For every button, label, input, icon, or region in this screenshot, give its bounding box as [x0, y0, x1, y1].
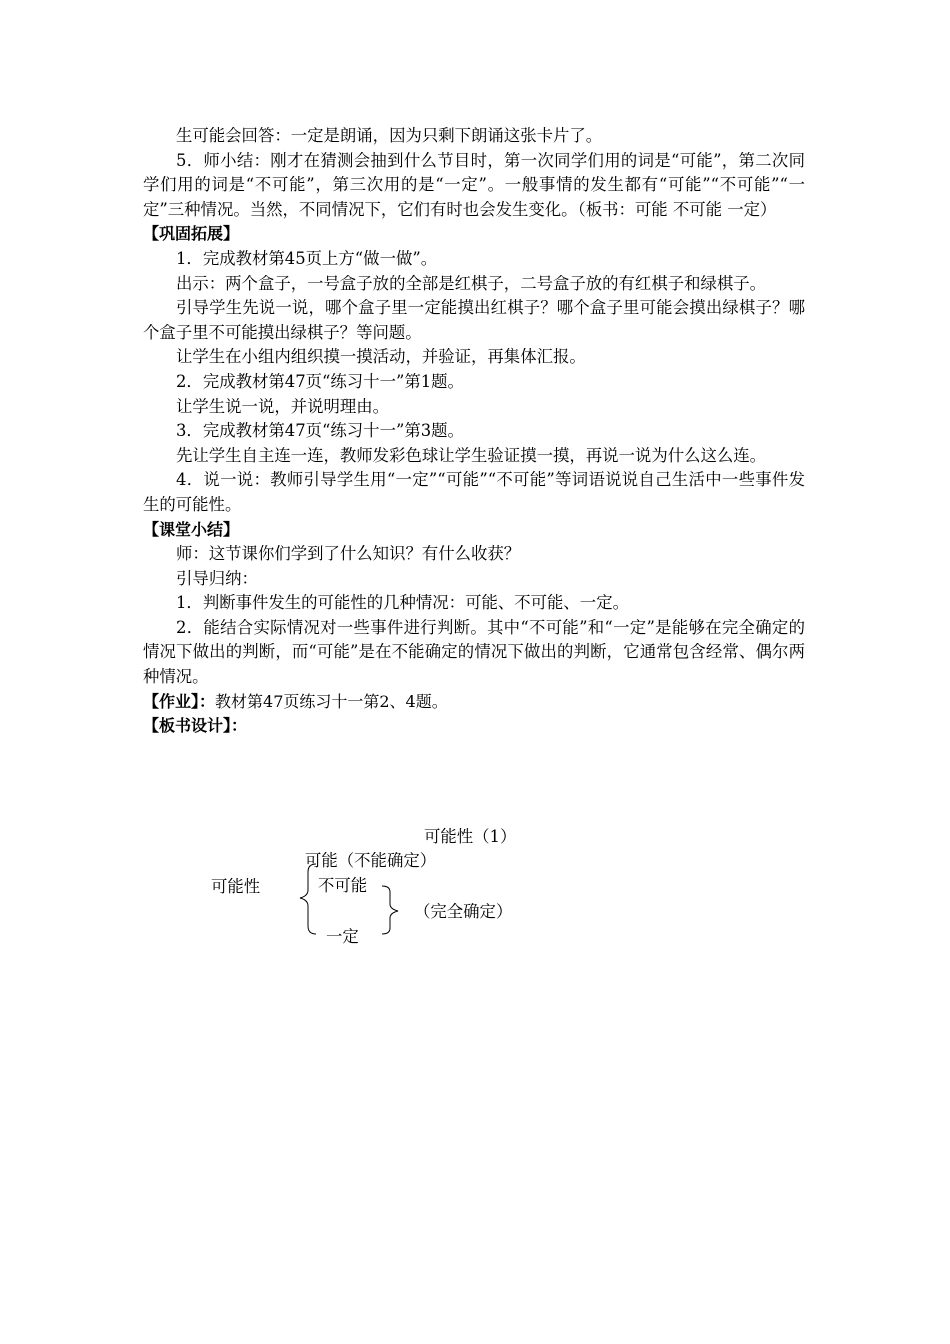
section-heading-label: 【巩固拓展】 — [143, 224, 240, 244]
board-item-certain: 一定 — [326, 927, 359, 946]
board-certain-label: （完全确定） — [414, 902, 513, 921]
right-brace-icon — [380, 884, 404, 936]
section-heading-label: 【板书设计】： — [143, 716, 248, 736]
section-heading — [143, 714, 805, 739]
paragraph: 5．师小结：刚才在猜测会抽到什么节目时，第一次同学们用的词是“可能”，第二次同学们用的词是“不可能”，第三次用的是“一定”。一般事情的发生都有“可能”“不可能”“一定”三种情况。当然，不同情况下，它们有时也会发生变化。（板书：可能 不可能 一定） — [143, 150, 805, 219]
board-item-impossible: 不可能 — [318, 876, 368, 895]
paragraph: 先让学生自主连一连，教师发彩色球让学生验证摸一摸，再说一说为什么这么连。 — [176, 445, 767, 465]
section-heading-label: 【课堂小结】 — [143, 519, 240, 539]
section-heading-label: 【作业】： — [143, 691, 216, 711]
paragraph: 出示：两个盒子，一号盒子放的全部是红棋子，二号盒子放的有红棋子和绿棋子。 — [176, 273, 767, 293]
paragraph: 4．说一说：教师引导学生用“一定”“可能”“不可能”等词语说说自己生活中一些事件发生的可能性。 — [143, 470, 805, 514]
section-heading — [143, 690, 805, 715]
paragraph: 让学生说一说，并说明理由。 — [176, 396, 390, 416]
section-heading-tail: 教材第47页练习十一第2、4题。 — [215, 691, 448, 711]
left-brace-icon — [296, 862, 320, 936]
paragraph: 师：这节课你们学到了什么知识？有什么收获？ — [176, 544, 521, 564]
paragraph: 1．判断事件发生的可能性的几种情况：可能、不可能、一定。 — [176, 593, 629, 613]
paragraph: 生可能会回答：一定是朗诵，因为只剩下朗诵这张卡片了。 — [176, 126, 603, 145]
board-title: 可能性（1） — [424, 827, 517, 846]
paragraph: 1．完成教材第45页上方“做一做”。 — [176, 248, 438, 268]
paragraph: 3．完成教材第47页“练习十一”第3题。 — [176, 421, 464, 441]
section-heading — [143, 222, 805, 247]
board-item-possible: 可能（不能确定） — [305, 851, 437, 870]
lesson-text — [143, 124, 805, 739]
paragraph: 2．完成教材第47页“练习十一”第1题。 — [176, 371, 464, 391]
paragraph: 2．能结合实际情况对一些事件进行判断。其中“不可能”和“一定”是能够在完全确定的情况下做出的判断，而“可能”是在不能确定的情况下做出的判断，它通常包含经常、偶尔两种情况。 — [143, 617, 805, 687]
paragraph: 让学生在小组内组织摸一摸活动，并验证，再集体汇报。 — [176, 347, 586, 367]
board-root: 可能性 — [211, 877, 261, 896]
section-heading — [143, 518, 805, 543]
paragraph: 引导学生先说一说，哪个盒子里一定能摸出红棋子？哪个盒子里可能会摸出绿棋子？哪个盒子里不可能摸出绿棋子？等问题。 — [143, 298, 805, 342]
paragraph: 引导归纳： — [176, 568, 258, 588]
